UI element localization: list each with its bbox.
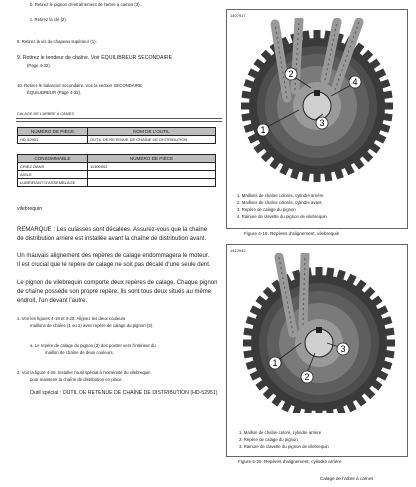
tool-table-header-name: NOM DE L'OUTIL (88, 128, 216, 136)
gear-tooth (241, 103, 251, 110)
gear-tooth (316, 409, 323, 413)
consumable-table-header-part: NUMÉRO DE PIÈCE (88, 155, 216, 163)
svg-text:4: 4 (352, 77, 358, 87)
tool-table-cell: OUTIL DE RETENUE DE CHAÎNE DE DISTRIBUTION (88, 136, 216, 144)
svg-text:2: 2 (304, 372, 310, 382)
legend-item: 3. Rainure de clavette du pignon de vilebrequin (239, 444, 329, 449)
consumable-table-cell (88, 171, 216, 179)
svg-text:1: 1 (260, 125, 266, 135)
gear-tooth (244, 79, 256, 89)
tool-table-header-part: NUMÉRO DE PIÈCE (18, 128, 88, 136)
gear-tooth (316, 267, 323, 277)
tool-table (17, 127, 216, 144)
gear-tooth (246, 316, 258, 326)
gear-tooth (314, 30, 321, 40)
step2-line1: 2. Voir la figure 4-26. Installer l'outil spécial à l'extrémité du vilebrequin (17, 370, 151, 375)
svg-text:3: 3 (340, 344, 346, 354)
consumable-table-cell: AIGLE (18, 171, 88, 179)
figure-4-20 (226, 244, 408, 457)
para2-line2: de chaîne possède son propre repère. Ils sont tous deux situés au même (17, 289, 212, 295)
figure-caption: Figure 4-20. Repères d'alignement, cylindre arrière (238, 459, 342, 464)
gear-tooth (379, 123, 391, 133)
legend-item: 1. Maillons de chaîne colorés, cylindre arrière (237, 193, 324, 198)
cylinder-gear-illustration (227, 253, 407, 413)
gear-tooth (381, 360, 393, 370)
step2-line2: pour maintenir la chaîne de distribution en place. (30, 377, 123, 382)
figure-legend (239, 429, 329, 450)
step-c: c. Retirez la clé (2). (30, 17, 68, 22)
step1-line1: 1. Voir les figures 4-19 et 4-20. Alignez les deux couleurs (17, 316, 126, 321)
para2-line3: endroit, l'un devant l'autre. (17, 298, 88, 304)
figure-caption: Figure 4-19. Repères d'alignement, vilebrequin (244, 231, 340, 236)
step-8: 8. Retirez la vis du chapeau supérieur (1). (17, 39, 97, 44)
figure-4-19 (226, 9, 408, 229)
para2-line1: Le pignon de vilebrequin comporte deux repères de calage. Chaque pignon (17, 280, 218, 286)
section-rule-bottom (16, 121, 222, 122)
para1-line1: Un mauvais alignement des repères de calage endommagera le moteur. (17, 253, 210, 259)
section-title: CALAGE DE L'ARBRE À CAMES (17, 112, 74, 116)
legend-item: 1. Maillon de chaîne coloré, cylindre arrière (239, 430, 322, 435)
step1a-line2: maillon de chaîne de deux couleurs. (45, 350, 114, 355)
step-b: b. Retirez le pignon d'entraînement de l'arbre à cames (3). (30, 2, 141, 7)
gear-tooth (244, 123, 256, 133)
figure-tag: 1412042 (230, 248, 246, 253)
step-9-line1: 9. Retirez le tendeur de chaîne. Voir ÉQUILIBREUR SECONDAIRE (17, 55, 173, 61)
remarque-line1: REMARQUE : Les culasses sont décalées. Assurez-vous que la chaîne (17, 227, 208, 233)
gear-tooth (290, 168, 300, 180)
consumable-table-cell (88, 179, 216, 187)
step1-line2: maillons de chaîne (1 ou 2) avec repère de calage du pignon (3). (30, 323, 154, 328)
para1-line2: Il est crucial que le repère de calage ne soit pas décalé d'une seule dent. (17, 262, 211, 268)
step-10-line2: ÉQUILIBREUR (Page 4-32). (27, 90, 82, 95)
vilebrequin-label: vilebrequin (17, 206, 43, 212)
consumable-table (17, 154, 216, 187)
gear-tooth (243, 340, 253, 347)
tool-table-cell: HD-52951 (18, 136, 88, 144)
legend-item: 2. Repère de calage du pignon (239, 437, 298, 442)
legend-item: 2. Maillons de chaîne colorés, cylindre avant (237, 200, 322, 205)
figure-legend (237, 192, 327, 220)
section-rule-top (16, 118, 222, 119)
crankshaft-gear-illustration (227, 18, 407, 183)
step-9-line2: (Page 4-32). (27, 63, 51, 68)
gear-tooth (314, 172, 321, 182)
svg-text:3: 3 (319, 118, 325, 128)
gear-tooth (381, 316, 393, 326)
consumable-table-header-name: CONSOMMABLE (18, 155, 88, 163)
consumable-table-cell: CRIEZ DANS (18, 163, 88, 171)
legend-item: 4. Rainure de clavette du pignon de vilebrequin (237, 214, 327, 219)
step-10-line1: 10. Retirez le balancier secondaire. Voir la section SECONDAIRE (17, 83, 142, 88)
gear-tooth (334, 168, 344, 180)
step1a-line1: a. Le repère de calage du pignon (3) doit pointer vers l'intérieur du (30, 343, 156, 348)
gear-tooth (383, 103, 393, 110)
consumable-table-cell: LUBRIFIANT D'ASSEMBLAGE (18, 179, 88, 187)
page-footer: Calage de l'arbre à cames (320, 476, 374, 481)
legend-item: 3. Repère de calage du pignon (237, 207, 296, 212)
svg-text:1: 1 (272, 358, 278, 368)
gear-tooth (336, 270, 346, 282)
special-tool: Outil spécial : OUTIL DE RETENUE DE CHAÎNE DE DISTRIBUTION (HD-52951) (30, 390, 218, 396)
remarque-line2: de distribution arrière est installée avant la chaîne de distribution avant. (17, 236, 207, 242)
figure-tag: 1407917 (230, 13, 246, 18)
gear-tooth (379, 79, 391, 89)
svg-text:2: 2 (288, 69, 294, 79)
gear-tooth (246, 360, 258, 370)
consumable-table-cell: 11300002 (88, 163, 216, 171)
gear-tooth (385, 340, 395, 347)
